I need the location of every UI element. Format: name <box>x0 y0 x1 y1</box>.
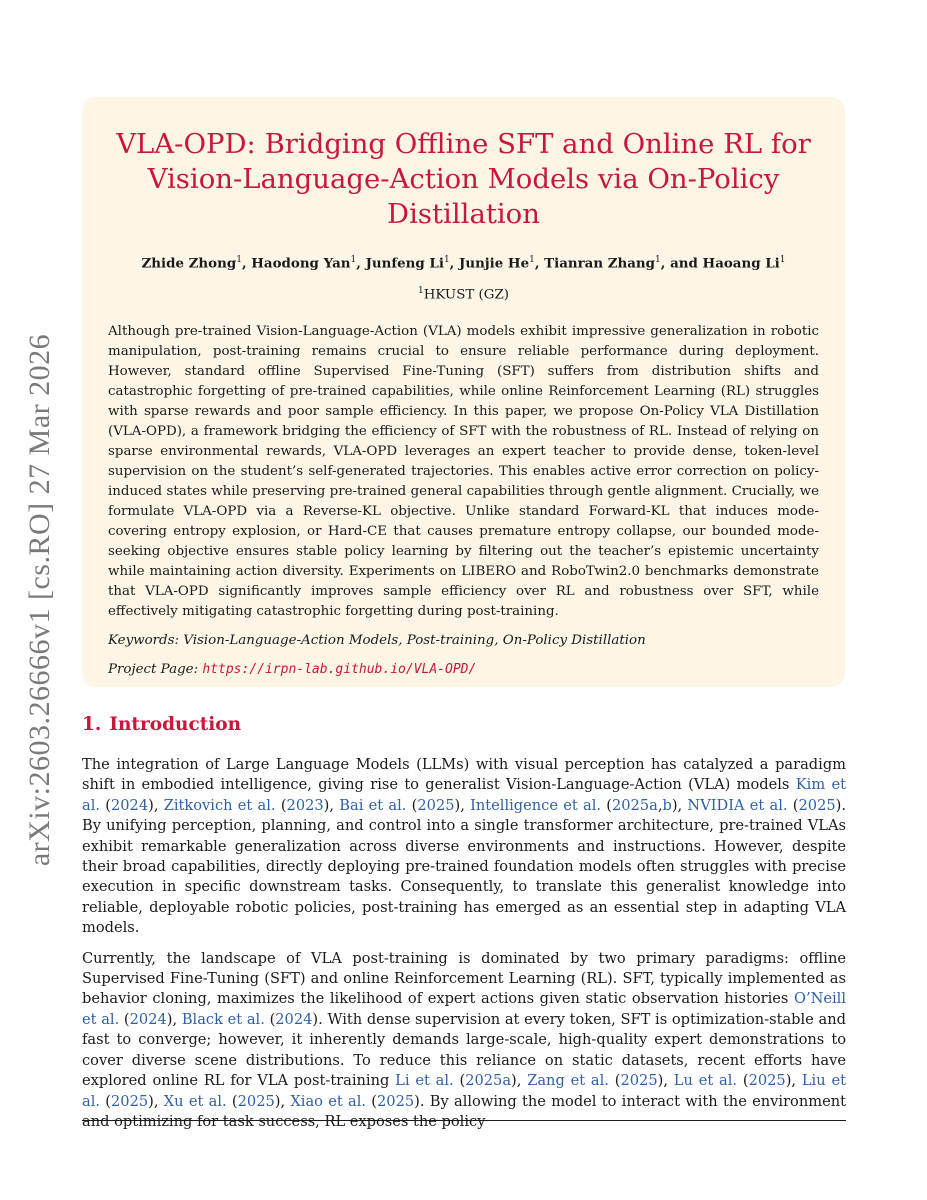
author-affiliation-mark: 1 <box>350 255 357 265</box>
body-text-run: ), <box>511 1072 528 1090</box>
section-title: Introduction <box>109 714 242 735</box>
citation-link[interactable]: 2024 <box>275 1010 313 1028</box>
body-text-run: ), <box>274 1092 291 1110</box>
affiliation <box>108 281 819 305</box>
author-name: Zhide Zhong <box>141 255 237 272</box>
body-text-run: ( <box>100 1092 111 1110</box>
author-name: Haodong Yan <box>251 255 351 272</box>
citation-link[interactable]: 2025 <box>377 1092 415 1110</box>
citation-link[interactable]: 2025 <box>417 796 455 814</box>
body-text-run: ). By allowing the model to interact with the environment and optimizing for task success, RL exposes the policy <box>82 1092 846 1130</box>
body-paragraph <box>82 949 846 1133</box>
citation-link[interactable]: Zitkovich et al. <box>163 796 276 814</box>
affiliation-name: HKUST (GZ) <box>423 287 510 303</box>
paper-title: VLA-OPD: Bridging Offline SFT and Online RL for Vision-Language-Action Models via On-Policy Distillation <box>116 128 811 230</box>
section-number: 1. <box>82 714 102 735</box>
body-text-run: ( <box>601 796 612 814</box>
body-text-run: ( <box>100 796 111 814</box>
project-page <box>108 660 819 680</box>
citation-link[interactable]: O’Neill et al. <box>82 990 846 1028</box>
body-text-run: Currently, the landscape of VLA post-training is dominated by two primary paradigms: offline Supervised Fine-Tuning (SFT) and online Reinforcement Learning (RL). SFT, typically implemented as behavior cloning, maximizes the likelihood of expert actions given static observation histories <box>82 949 846 1008</box>
body-text-run: ), <box>671 796 688 814</box>
body-text-run: ( <box>453 1072 466 1090</box>
abstract-text: Although pre-trained Vision-Language-Action (VLA) models exhibit impressive generalization in robotic manipulation, post-training remains crucial to ensure reliable performance during deployment. However, standard offline Supervised Fine-Tuning (SFT) suffers from distribution shifts and catastrophic forgetting of pre-trained capabilities, while online Reinforcement Learning (RL) struggles with sparse rewards and poor sample efficiency. In this paper, we propose On-Policy VLA Distillation (VLA-OPD), a framework bridging the efficiency of SFT with the robustness of RL. Instead of relying on sparse environmental rewards, VLA-OPD leverages an expert teacher to provide dense, token-level supervision on the student’s self-generated trajectories. This enables active error correction on policy-induced states while preserving pre-trained general capabilities through gentle alignment. Crucially, we formulate VLA-OPD via a Reverse-KL objective. Unlike standard Forward-KL that induces mode-covering entropy explosion, or Hard-CE that causes premature entropy collapse, our bounded mode-seeking objective ensures stable policy learning by filtering out the teacher’s epistemic uncertainty while maintaining action diversity. Experiments on LIBERO and RoboTwin2.0 benchmarks demonstrate that VLA-OPD significantly improves sample efficiency over RL and robustness over SFT, while effectively mitigating catastrophic forgetting during post-training. <box>108 323 819 619</box>
citation-link[interactable]: 2024 <box>110 796 149 814</box>
body-text-run: ). With dense supervision at every token, SFT is optimization-stable and fast to converge; however, it inherently demands large-scale, high-quality expert demonstrations to cover diverse scene distributions. To reduce this reliance on static datasets, recent efforts have explored online RL for VLA post-training <box>82 1010 846 1090</box>
body-text-run: ), <box>148 1092 164 1110</box>
author-list: Zhide Zhong$^1$, Haodong Yan$^1$, Junfeng Li$^1$, Junjie He$^1$, Tianran Zhang$^1$, and Haoang Li$^1$ <box>141 255 786 272</box>
section-heading <box>82 714 241 735</box>
author-affiliation-mark: 1 <box>443 255 450 265</box>
author-affiliation-mark: 1 <box>779 255 786 265</box>
keywords <box>108 631 819 651</box>
body-paragraph <box>82 755 846 939</box>
body-text-run: ( <box>275 796 287 814</box>
citation-link[interactable]: 2025a <box>611 796 658 814</box>
citation-link[interactable]: 2025a <box>465 1072 512 1090</box>
body-text-run: ), <box>657 1072 674 1090</box>
citation-link[interactable]: 2025 <box>237 1092 275 1110</box>
citation-link[interactable]: 2023 <box>286 796 324 814</box>
body-text-run: ), <box>323 796 340 814</box>
project-page-link[interactable]: https://irpn-lab.github.io/VLA-OPD/ <box>202 661 477 677</box>
citation-link[interactable]: Bai et al. <box>339 796 407 814</box>
author-name: Tianran Zhang <box>544 255 656 272</box>
body-text-run: ( <box>787 796 799 814</box>
body-text-run: ( <box>226 1092 238 1110</box>
citation-link[interactable]: NVIDIA et al. <box>687 796 788 814</box>
citation-link[interactable]: Xu et al. <box>163 1092 227 1110</box>
author-affiliation-mark: 1 <box>236 255 242 265</box>
body-text-run: ( <box>119 1010 130 1028</box>
body-text-run: ), <box>785 1072 802 1090</box>
body-text-run: ), <box>166 1010 182 1028</box>
citation-link[interactable]: Black et al. <box>181 1010 265 1028</box>
footer-rule <box>82 1120 846 1121</box>
author-name: Junjie He <box>459 255 530 272</box>
abstract-box <box>82 97 845 687</box>
body-text-run: ( <box>366 1092 377 1110</box>
citation-link[interactable]: Intelligence et al. <box>470 796 602 814</box>
intro-body <box>82 755 846 1142</box>
arxiv-stamp <box>22 330 58 870</box>
body-text-run: ( <box>264 1010 276 1028</box>
project-page-label: Project Page: <box>108 661 199 677</box>
citation-link[interactable]: 2025 <box>798 796 836 814</box>
citation-link[interactable]: Kim et al. <box>82 776 846 814</box>
citation-link[interactable]: Liu et al. <box>82 1072 846 1110</box>
body-text-run: ). By unifying perception, planning, and control into a single transformer architecture, pre-trained VLAs exhibit remarkable generalization across diverse environments and instructions. However, despite their broad capabilities, directly deploying pre-trained foundation models often struggles with precise execution in specific downstream tasks. Consequently, to translate this generalist knowledge into reliable, deployable robotic policies, post-training has emerged as an essential step in adapting VLA models. <box>82 796 846 937</box>
citation-link[interactable]: 2025 <box>111 1092 149 1110</box>
body-text-run: , <box>657 796 663 814</box>
author-name: Junfeng Li <box>365 255 444 272</box>
body-text-run: ( <box>608 1072 621 1090</box>
arxiv-stamp-text: arXiv:2603.26666v1 [cs.RO] 27 Mar 2026 <box>23 333 56 867</box>
citation-link[interactable]: 2025 <box>620 1072 658 1090</box>
keywords-text: Vision-Language-Action Models, Post-training, On-Policy Distillation <box>183 632 646 648</box>
body-text-run: ( <box>737 1072 749 1090</box>
citation-link[interactable]: Zang et al. <box>527 1072 609 1090</box>
body-text-run: ), <box>454 796 471 814</box>
body-text-run: ), <box>148 796 164 814</box>
citation-link[interactable]: Xiao et al. <box>290 1092 367 1110</box>
citation-link[interactable]: 2024 <box>129 1010 167 1028</box>
citation-link[interactable]: Lu et al. <box>673 1072 738 1090</box>
author-affiliation-mark: 1 <box>529 255 535 265</box>
author-affiliation-mark: 1 <box>655 255 661 265</box>
citation-link[interactable]: b <box>662 796 672 814</box>
citation-link[interactable]: Li et al. <box>395 1072 454 1090</box>
keywords-label: Keywords: <box>108 632 180 648</box>
body-text-run: ( <box>406 796 418 814</box>
affiliation-mark: 1 <box>417 286 424 297</box>
citation-link[interactable]: 2025 <box>748 1072 786 1090</box>
author-name: Haoang Li <box>702 255 780 272</box>
body-text-run: The integration of Large Language Models (LLMs) with visual perception has catalyzed a paradigm shift in embodied intelligence, giving rise to generalist Vision-Language-Action (VLA) models <box>82 756 846 794</box>
